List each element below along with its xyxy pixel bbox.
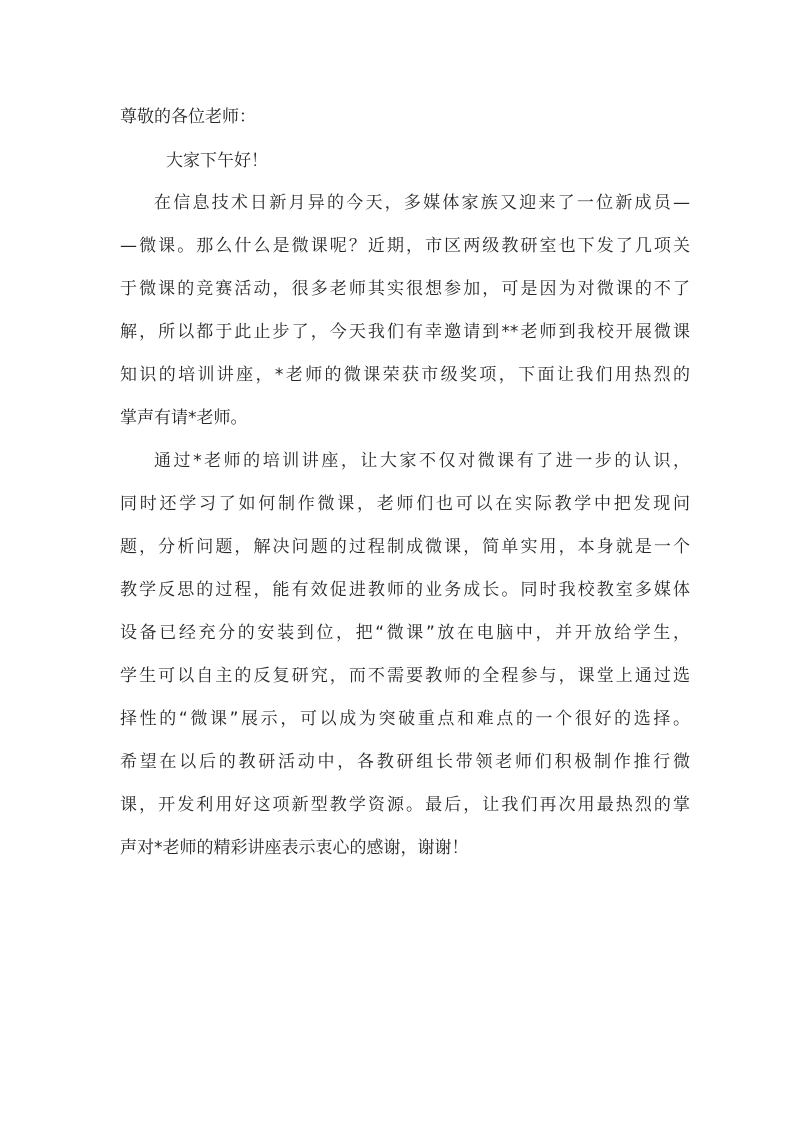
paragraph-1-line-4: 解，所以都于此止步了，今天我们有幸邀请到**老师到我校开展微课 bbox=[120, 322, 690, 342]
paragraph-2-line-3: 题，分析问题，解决问题的过程制成微课，简单实用，本身就是一个 bbox=[120, 537, 690, 557]
salutation: 尊敬的各位老师： bbox=[120, 107, 256, 127]
paragraph-1-line-6: 掌声有请*老师。 bbox=[120, 408, 248, 428]
paragraph-2-line-2: 同时还学习了如何制作微课，老师们也可以在实际教学中把发现问 bbox=[120, 494, 690, 514]
paragraph-2-line-7: 择性的“微课”展示，可以成为突破重点和难点的一个很好的选择。 bbox=[120, 709, 690, 729]
paragraph-1-line-5: 知识的培训讲座，*老师的微课荣获市级奖项，下面让我们用热烈的 bbox=[120, 365, 690, 385]
paragraph-1-line-3: 于微课的竞赛活动，很多老师其实很想参加，可是因为对微课的不了 bbox=[120, 279, 690, 299]
paragraph-2-line-4: 教学反思的过程，能有效促进教师的业务成长。同时我校教室多媒体 bbox=[120, 580, 690, 600]
paragraph-2-line-8: 希望在以后的教研活动中，各教研组长带领老师们积极制作推行微 bbox=[120, 752, 690, 772]
paragraph-2-line-10: 声对*老师的精彩讲座表示衷心的感谢，谢谢！ bbox=[120, 838, 469, 858]
paragraph-2-line-5: 设备已经充分的安装到位，把“微课”放在电脑中，并开放给学生， bbox=[120, 623, 690, 643]
greeting: 大家下午好！ bbox=[166, 151, 268, 171]
paragraph-2-line-1: 通过*老师的培训讲座，让大家不仅对微课有了进一步的认识， bbox=[154, 451, 690, 471]
paragraph-1-line-2: —微课。那么什么是微课呢？近期，市区两级教研室也下发了几项关 bbox=[120, 236, 690, 256]
paragraph-2-line-9: 课，开发利用好这项新型教学资源。最后，让我们再次用最热烈的掌 bbox=[120, 795, 690, 815]
paragraph-2-line-6: 学生可以自主的反复研究，而不需要教师的全程参与，课堂上通过选 bbox=[120, 666, 690, 686]
paragraph-1-line-1: 在信息技术日新月异的今天，多媒体家族又迎来了一位新成员— bbox=[154, 193, 690, 213]
